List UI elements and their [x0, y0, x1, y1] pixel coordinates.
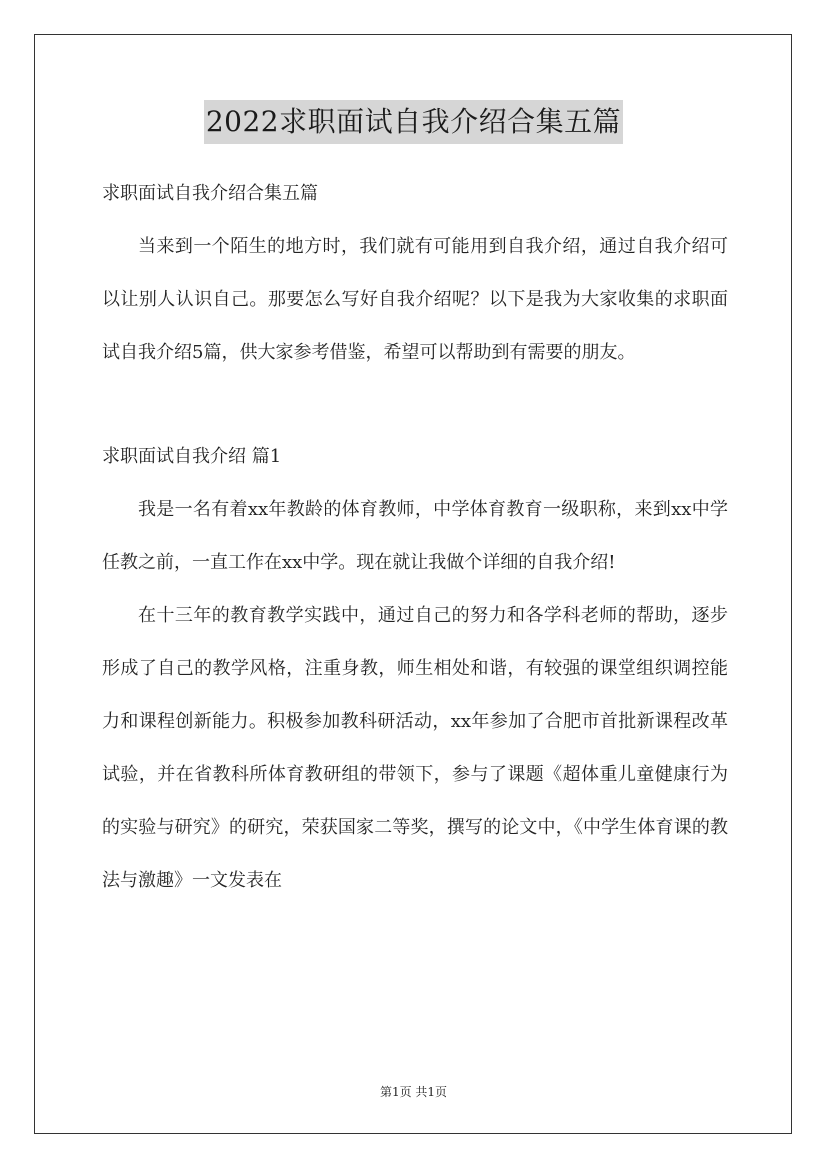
document-title: 2022求职面试自我介绍合集五篇 — [204, 100, 623, 144]
section-spacer — [102, 379, 728, 431]
section-heading: 求职面试自我介绍 篇1 — [102, 446, 282, 467]
document-title-wrapper — [0, 100, 827, 144]
page-footer — [0, 1083, 827, 1100]
intro-paragraph: 当来到一个陌生的地方时，我们就有可能用到自我介绍，通过自我介绍可以让别人认识自己。那要怎么写好自我介绍呢？以下是我为大家收集的求职面试自我介绍5篇，供大家参考借鉴，希望可以帮助到有需要的朋友。 — [102, 236, 728, 363]
page-number: 第1页 共1页 — [379, 1085, 448, 1099]
body-paragraph: 在十三年的教育教学实践中，通过自己的努力和各学科老师的帮助，逐步形成了自己的教学风格，注重身教，师生相处和谐，有较强的课堂组织调控能力和课程创新能力。积极参加教科研活动，xx年参加了合肥市首批新课程改革试验，并在省教科所体育教研组的带领下，参与了课题《超体重儿童健康行为的实验与研究》的研究，荣获国家二等奖，撰写的论文中，《中学生体育课的教法与激趣》一文发表在 — [102, 605, 728, 891]
body-paragraph: 我是一名有着xx年教龄的体育教师，中学体育教育一级职称，来到xx中学任教之前，一直工作在xx中学。现在就让我做个详细的自我介绍! — [102, 499, 728, 573]
document-subtitle: 求职面试自我介绍合集五篇 — [102, 183, 318, 204]
document-body — [102, 168, 728, 907]
